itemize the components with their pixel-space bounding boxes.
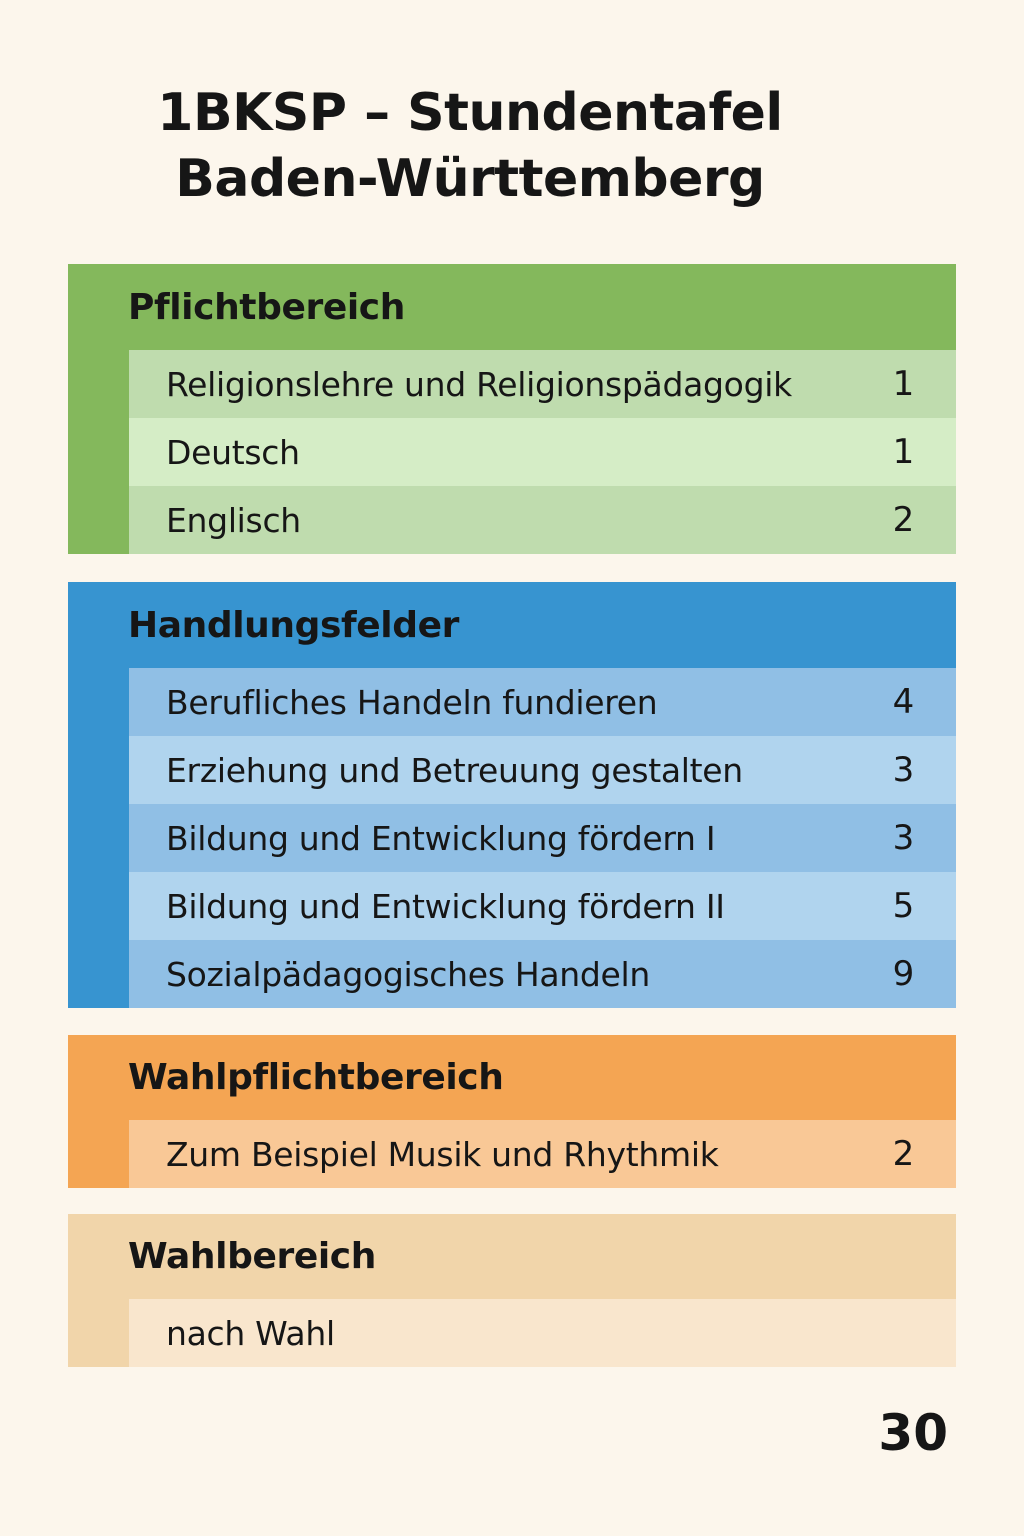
section-handlungsfelder (68, 582, 956, 1008)
subject-label: Englisch (166, 500, 301, 540)
hours-value: 2 (892, 500, 914, 540)
subject-label: Sozialpädagogisches Handeln (166, 954, 651, 994)
total-hours: 30 (878, 1404, 948, 1462)
subject-label: Bildung und Entwicklung fördern II (166, 886, 725, 926)
page-title (130, 80, 810, 212)
section-rows-wahlpflichtbereich (68, 1120, 956, 1188)
section-rows-wahlbereich (68, 1299, 956, 1367)
table-row (129, 418, 956, 486)
title-line-1: 1BKSP – Stundentafel (157, 83, 783, 143)
section-heading-wahlbereich: Wahlbereich (128, 1236, 376, 1277)
hours-value: 9 (892, 954, 914, 994)
subject-label: Bildung und Entwicklung fördern I (166, 818, 716, 858)
hours-value: 1 (892, 364, 914, 404)
table-row (129, 350, 956, 418)
table-row (129, 1120, 956, 1188)
table-row (129, 486, 956, 554)
table-row (129, 804, 956, 872)
table-row (129, 872, 956, 940)
subject-label: Berufliches Handeln fundieren (166, 682, 658, 722)
section-rows-handlungsfelder (68, 668, 956, 1008)
section-wahlpflichtbereich (68, 1035, 956, 1188)
section-heading-pflichtbereich: Pflichtbereich (128, 286, 405, 328)
section-pflichtbereich (68, 264, 956, 554)
subject-label: Religionslehre und Religionspädagogik (166, 364, 792, 404)
hours-value: 4 (892, 682, 914, 722)
subject-label: Zum Beispiel Musik und Rhythmik (166, 1134, 719, 1174)
hours-value: 3 (892, 750, 914, 790)
hours-value: 1 (892, 432, 914, 472)
table-row (129, 1299, 956, 1367)
hours-value: 5 (892, 886, 914, 926)
table-row (129, 940, 956, 1008)
subject-label: Erziehung und Betreuung gestalten (166, 750, 743, 790)
subject-label: nach Wahl (166, 1313, 335, 1353)
section-rows-pflichtbereich (68, 350, 956, 554)
section-wahlbereich (68, 1214, 956, 1367)
table-row (129, 736, 956, 804)
hours-value: 3 (892, 818, 914, 858)
subject-label: Deutsch (166, 432, 300, 472)
hours-value: 2 (892, 1134, 914, 1174)
section-heading-wahlpflichtbereich: Wahlpflichtbereich (128, 1057, 504, 1098)
section-heading-handlungsfelder: Handlungsfelder (128, 604, 459, 646)
table-row (129, 668, 956, 736)
title-line-2: Baden-Württemberg (175, 149, 765, 209)
